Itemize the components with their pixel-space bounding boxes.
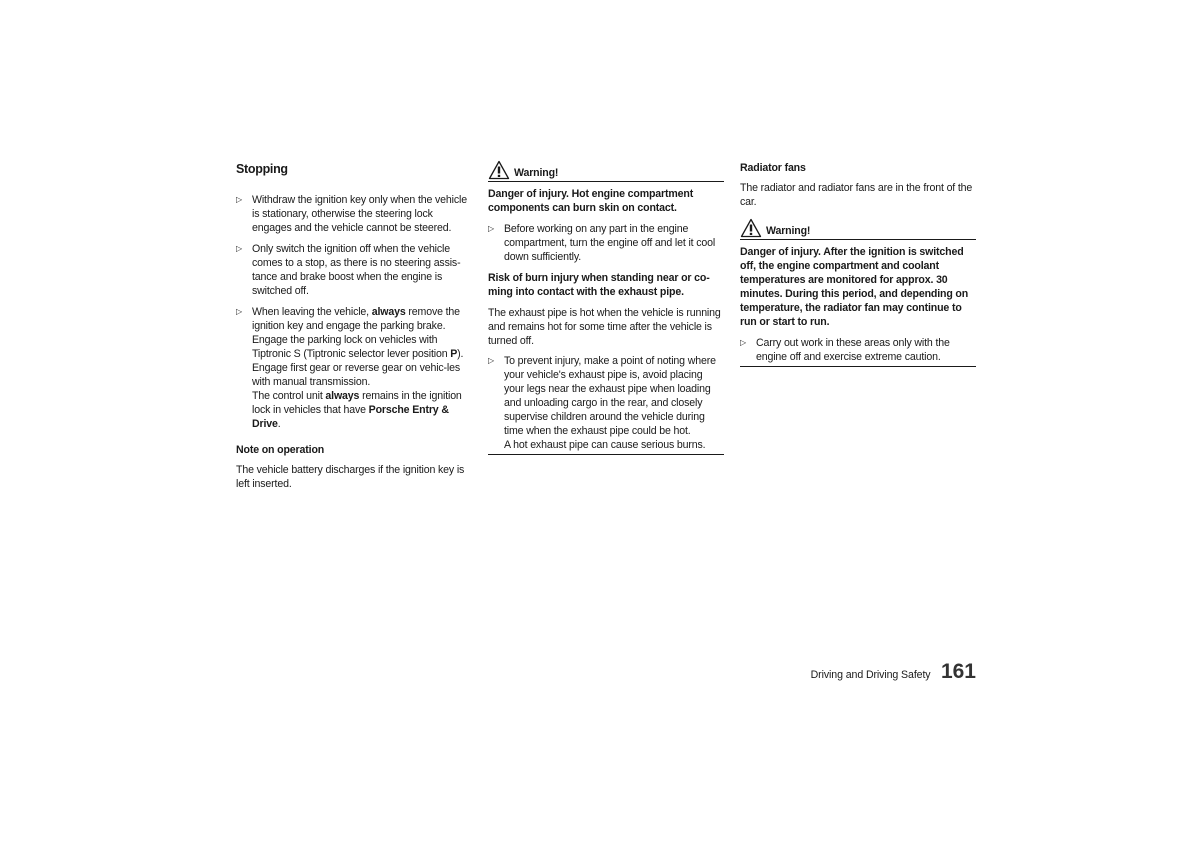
bullet-text: Only switch the ignition off when the vehicle comes to a stop, as there is no steering assis-tance and brake boost when the engine is switched off. [252, 243, 461, 297]
column-radiator-fans [740, 160, 976, 367]
subheading-note-on-operation: Note on operation [236, 444, 325, 456]
bullet-text: Before working on any part in the engine compartment, turn the engine off and let it cool down sufficiently. [504, 223, 716, 263]
bullet-triangle-icon: ▷ [236, 195, 243, 204]
bullet-triangle-icon: ▷ [488, 224, 495, 233]
bullet-triangle-icon: ▷ [236, 307, 243, 316]
column-stopping [236, 160, 472, 497]
bullet-text: To prevent injury, make a point of noting where your vehicle's exhaust pipe is, avoid placing your legs near the exhaust pipe when loading and unloading cargo in the rear, and closely supervise children around the vehicle during time when the exhaust pipe could be hot. A hot exhaust pipe can cause serious burns. [504, 355, 716, 451]
bullet-text: When leaving the vehicle, always remove the ignition key and engage the parking brake. Engage the parking lock on vehicles with Tiptronic S (Tiptronic selector lever position P). Engage first gear or reverse gear on vehic-les with manual transmission. The control unit always remains in the ignition lock in vehicles that have Porsche Entry & Drive. [252, 306, 464, 430]
note-text: The vehicle battery discharges if the ignition key is left inserted. [236, 464, 465, 490]
warning-title: Warning! [514, 167, 559, 179]
bullet-text: Withdraw the ignition key only when the vehicle is stationary, otherwise the steering lock engages and the vehicle cannot be steered. [252, 194, 467, 234]
page-number: 161 [940, 660, 976, 683]
warning-header [488, 160, 724, 182]
list-item [488, 222, 724, 264]
footer-section-title: Driving and Driving Safety [810, 669, 931, 681]
warning-triangle-icon [740, 218, 762, 238]
list-item [488, 354, 724, 452]
warning-header [740, 218, 976, 240]
section-heading-stopping: Stopping [236, 162, 288, 176]
risk-text: Risk of burn injury when standing near or co-ming into contact with the exhaust pipe. [488, 272, 710, 298]
warning-end-rule [488, 454, 724, 455]
list-item [740, 336, 976, 364]
bullet-triangle-icon: ▷ [488, 356, 495, 365]
bullet-text: Carry out work in these areas only with the engine off and exercise extreme caution. [756, 337, 950, 363]
list-item [236, 242, 472, 298]
bullet-triangle-icon: ▷ [740, 338, 747, 347]
warning-end-rule [740, 366, 976, 367]
list-item [236, 193, 472, 235]
warning-triangle-icon [488, 160, 510, 180]
exhaust-text: The exhaust pipe is hot when the vehicle is running and remains hot for some time after the vehicle is turned off. [488, 307, 721, 347]
list-item [236, 305, 472, 431]
bullet-triangle-icon: ▷ [236, 244, 243, 253]
warning-title: Warning! [766, 225, 811, 237]
danger-text: Danger of injury. Hot engine compartment components can burn skin on contact. [488, 188, 694, 214]
column-warning-hot-components [488, 160, 724, 455]
page-footer [800, 660, 976, 684]
radiator-intro-text: The radiator and radiator fans are in the front of the car. [740, 182, 973, 208]
danger-text: Danger of injury. After the ignition is switched off, the engine compartment and coolant temperatures are monitored for approx. 30 minutes. During this period, and depending on temperature, the radiator fan may continue to run or start to run. [740, 246, 969, 328]
subheading-radiator-fans: Radiator fans [740, 162, 806, 174]
